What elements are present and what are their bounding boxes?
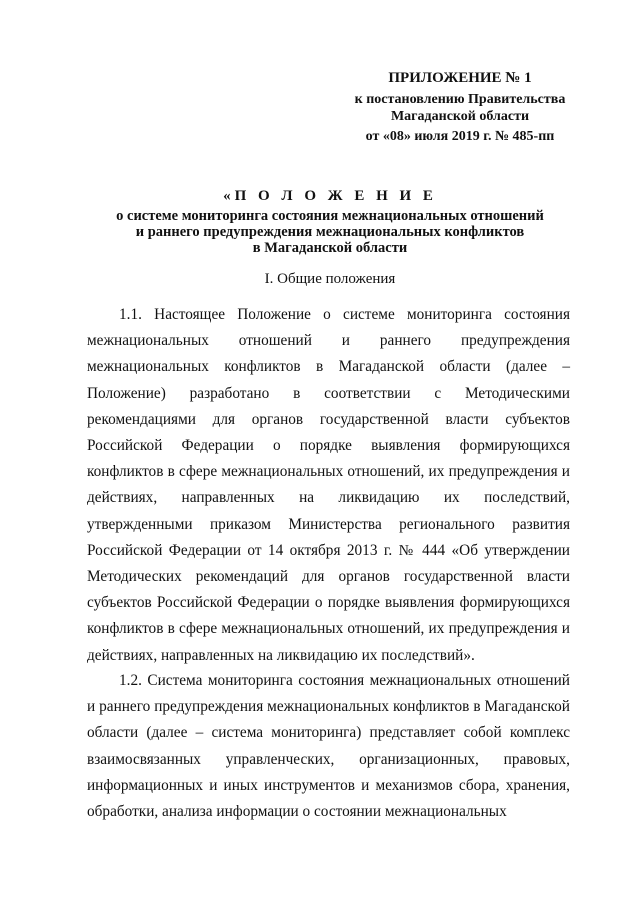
section-title: I. Общие положения (264, 271, 396, 287)
paragraph-1-2: 1.2. Система мониторинга состояния межнациональных отношений и раннего предупреждения межнациональных конфликтов в Магаданской области (далее – система мониторинга) представляет собой комплекс взаимосвязанных управленческих, организационных, правовых, информационных и иных инструментов и механизмов сбора, хранения, обработки, анализа информации о состоянии межнациональных (87, 672, 570, 821)
heading-line-1: о системе мониторинга состояния межнациональных отношений (116, 208, 544, 224)
appendix-date-line: от «08» июля 2019 г. № 485-пп (365, 129, 555, 144)
appendix-line-region: Магаданской области (390, 109, 530, 124)
document-name: «П О Л О Ж Е Н И Е (223, 188, 437, 204)
heading-line-2: и раннего предупреждения межнациональных конфликтов (135, 224, 525, 240)
paragraph-1-1: 1.1. Настоящее Положение о системе мониторинга состояния межнациональных отношений и раннего предупреждения межнациональных конфликтов в Магаданской области (далее – Положение) разработано в соответствии с Методическими рекомендациями для органов государственной власти субъектов Российской Федерации о порядке выявления формирующихся конфликтов в сфере межнациональных отношений, их предупреждения и действиях, направленных на ликвидацию их последствий, утвержденными приказом Министерства регионального развития Российской Федерации от 14 октября 2013 г. № 444 «Об утверждении Методических рекомендаций для органов государственной власти субъектов Российской Федерации о порядке выявления формирующихся конфликтов в сфере межнациональных отношений, их предупреждения и действиях, направленных на ликвидацию их последствий». (87, 306, 570, 664)
appendix-block (330, 70, 590, 145)
appendix-line-resolution: к постановлению Правительства (354, 92, 566, 107)
appendix-title: ПРИЛОЖЕНИЕ № 1 (388, 70, 532, 86)
heading-line-3: в Магаданской области (252, 240, 408, 256)
document-heading (60, 188, 600, 256)
